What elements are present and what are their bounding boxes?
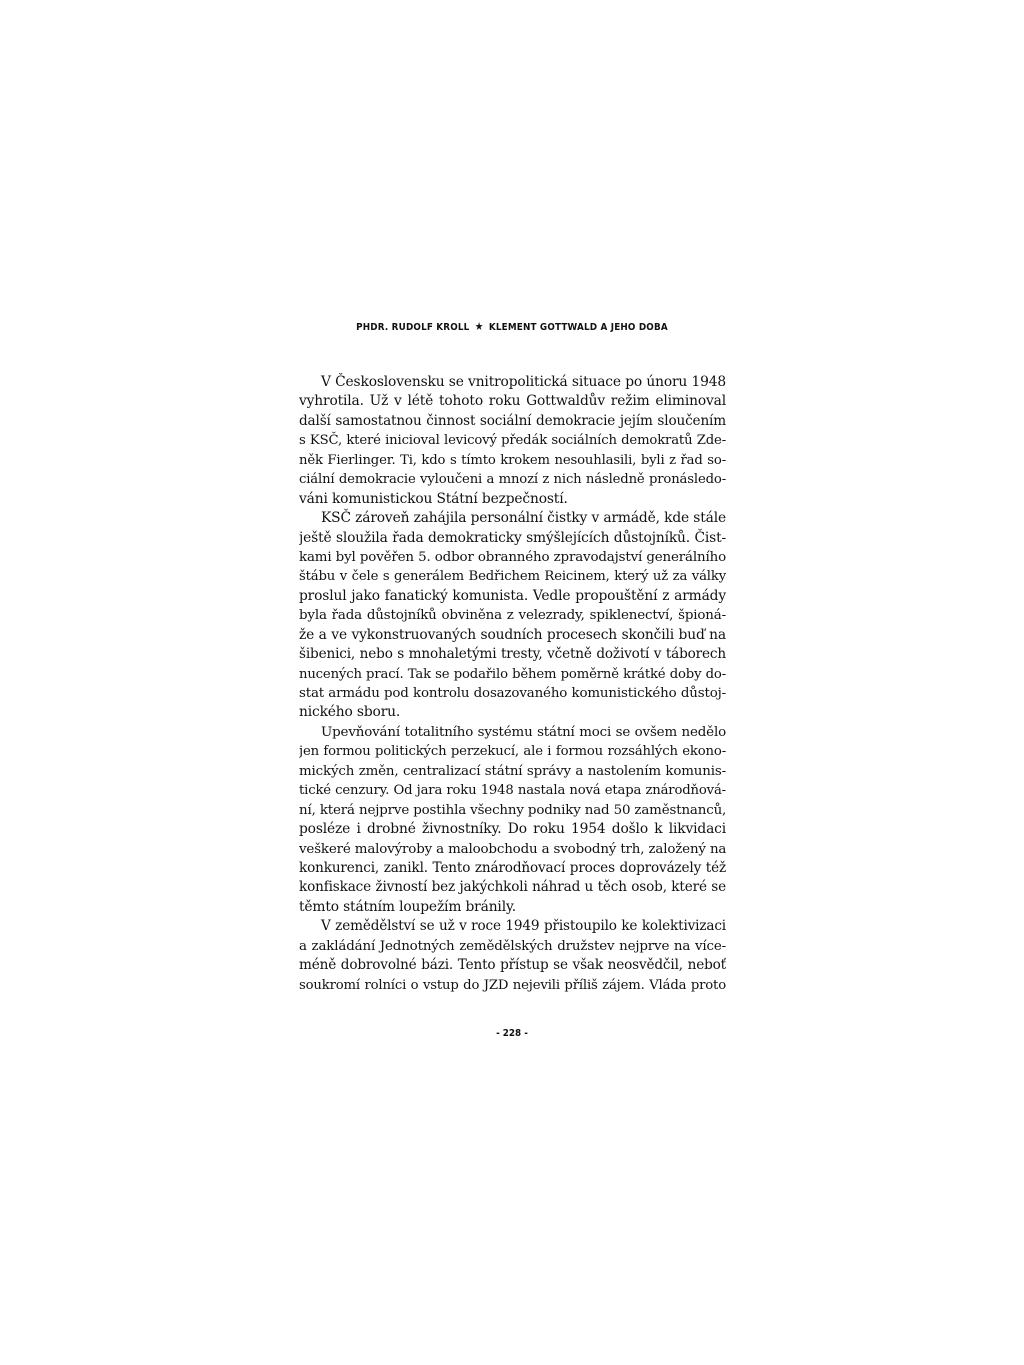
body-text	[299, 373, 726, 1013]
text-line: veškeré malovýroby a maloobchodu a svobodný trh, založený na	[299, 841, 726, 857]
text-line: ciální demokracie vyloučeni a mnozí z nich následně pronásledo-	[299, 472, 726, 488]
text-line: mických změn, centralizací státní správy a nastolením komunis-	[299, 763, 726, 779]
text-line: V Československu se vnitropolitická situace po únoru 1948	[321, 374, 726, 390]
text-line: jen formou politických perzekucí, ale i formou rozsáhlých ekono-	[299, 744, 726, 760]
text-line: váni komunistickou Státní bezpečností.	[299, 490, 568, 507]
text-line: tické cenzury. Od jara roku 1948 nastala nová etapa znárodňová-	[299, 783, 726, 799]
text-line: KSČ zároveň zahájila personální čistky v armádě, kde stále	[321, 510, 726, 527]
running-header	[61, 320, 962, 333]
text-line: ještě sloužila řada demokraticky smýšlejících důstojníků. Čist-	[299, 529, 726, 546]
text-line: ní, která nejprve postihla všechny podniky nad 50 zaměstnanců,	[299, 802, 726, 818]
text-line: stat armádu pod kontrolu dosazovaného komunistického důstoj-	[299, 686, 726, 701]
text-line: těmto státním loupežím bránily.	[299, 898, 517, 915]
page-number: - 228 -	[496, 1028, 528, 1039]
text-line: šibenici, nebo s mnohaletými tresty, včetně doživotí v táborech	[299, 646, 726, 663]
header-author: PHDR. RUDOLF KROLL	[356, 322, 470, 333]
text-line: a zakládání Jednotných zemědělských družstev nejprve na více-	[299, 938, 726, 954]
header-title: KLEMENT GOTTWALD A JEHO DOBA	[488, 322, 668, 333]
text-line: štábu v čele s generálem Bedřichem Reicinem, který už za války	[299, 569, 726, 585]
text-line: soukromí rolníci o vstup do JZD nejevili příliš zájem. Vláda proto	[299, 977, 726, 993]
text-line: nucených prací. Tak se podařilo během poměrně krátké doby do-	[299, 666, 726, 682]
text-line: s KSČ, které inicioval levicový předák sociálních demokratů Zde-	[299, 433, 726, 449]
text-line: proslul jako fanatický komunista. Vedle propouštění z armády	[299, 587, 726, 604]
text-line: méně dobrovolné bázi. Tento přístup se však neosvědčil, neboť	[299, 957, 726, 974]
text-line: kami byl pověřen 5. odbor obranného zpravodajství generálního	[299, 549, 726, 565]
text-line: konkurenci, zanikl. Tento znárodňovací proces doprovázely též	[299, 859, 726, 876]
text-line: něk Fierlinger. Ti, kdo s tímto krokem nesouhlasili, byli z řad so-	[299, 452, 726, 468]
text-line: konfiskace živností bez jakýchkoli náhrad u těch osob, které se	[299, 879, 726, 896]
text-line: nického sboru.	[299, 704, 401, 721]
text-line: byla řada důstojníků obviněna z velezrady, spiklenectví, špioná-	[299, 608, 726, 624]
text-line: že a ve vykonstruovaných soudních procesech skončili buď na	[299, 626, 726, 643]
text-line: Upevňování totalitního systému státní moci se ovšem nedělo	[321, 724, 726, 740]
star-icon: ★	[474, 320, 484, 333]
text-line: další samostatnou činnost sociální demokracie jejím sloučením	[299, 412, 726, 429]
text-line: vyhrotila. Už v létě tohoto roku Gottwaldův režim eliminoval	[299, 393, 726, 410]
text-line: V zemědělství se už v roce 1949 přistoupilo ke kolektivizaci	[321, 918, 726, 935]
text-line: posléze i drobné živnostníky. Do roku 1954 došlo k likvidaci	[299, 821, 726, 838]
